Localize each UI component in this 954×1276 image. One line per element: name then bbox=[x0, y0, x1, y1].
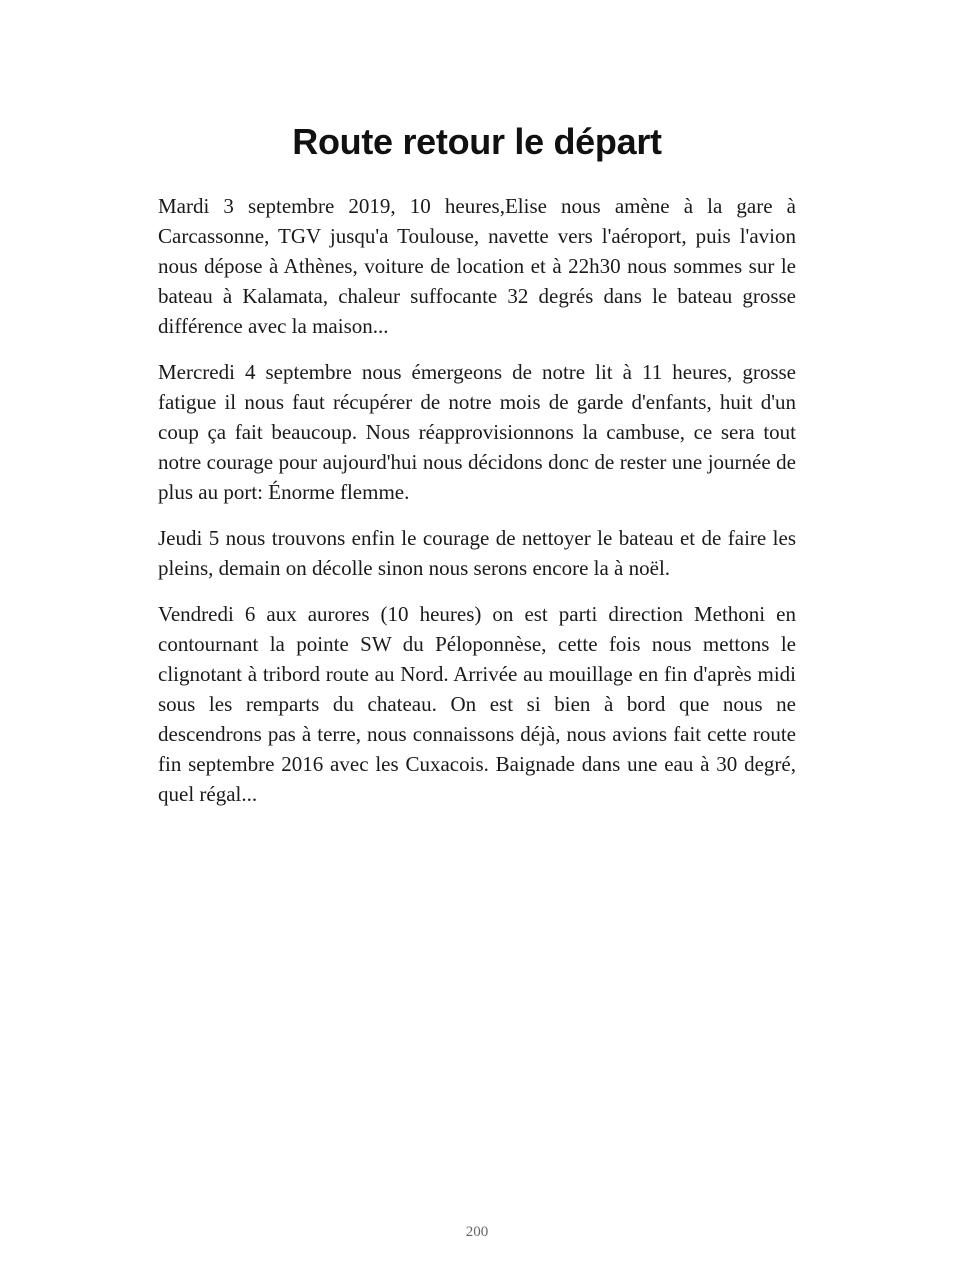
paragraph-thursday: Jeudi 5 nous trouvons enfin le courage de nettoyer le bateau et de faire les pleins, demain on décolle sinon nous serons encore la à noël. bbox=[158, 526, 796, 580]
paragraph-wednesday: Mercredi 4 septembre nous émergeons de notre lit à 11 heures, grosse fatigue il nous faut récupérer de notre mois de garde d'enfants, huit d'un coup ça fait beaucoup. Nous réapprovisionnons la cambuse, ce sera tout notre courage pour aujourd'hui nous décidons donc de rester une journée de plus au port: Énorme flemme. bbox=[158, 360, 796, 504]
paragraph-tuesday: Mardi 3 septembre 2019, 10 heures,Elise nous amène à la gare à Carcassonne, TGV jusqu'a Toulouse, navette vers l'aéroport, puis l'avion nous dépose à Athènes, voiture de location et à 22h30 nous sommes sur le bateau à Kalamata, chaleur suffocante 32 degrés dans le bateau grosse différence avec la maison... bbox=[158, 194, 796, 338]
body-text bbox=[158, 191, 796, 825]
paragraph-friday: Vendredi 6 aux aurores (10 heures) on est parti direction Methoni en contournant la pointe SW du Péloponnèse, cette fois nous mettons le clignotant à tribord route au Nord. Arrivée au mouillage en fin d'après midi sous les remparts du chateau. On est si bien à bord que nous ne descendrons pas à terre, nous connaissons déjà, nous avions fait cette route fin septembre 2016 avec les Cuxacois. Baignade dans une eau à 30 degré, quel régal... bbox=[158, 602, 796, 806]
page-number: 200 bbox=[465, 1224, 489, 1240]
page-title: Route retour le départ bbox=[292, 121, 662, 162]
